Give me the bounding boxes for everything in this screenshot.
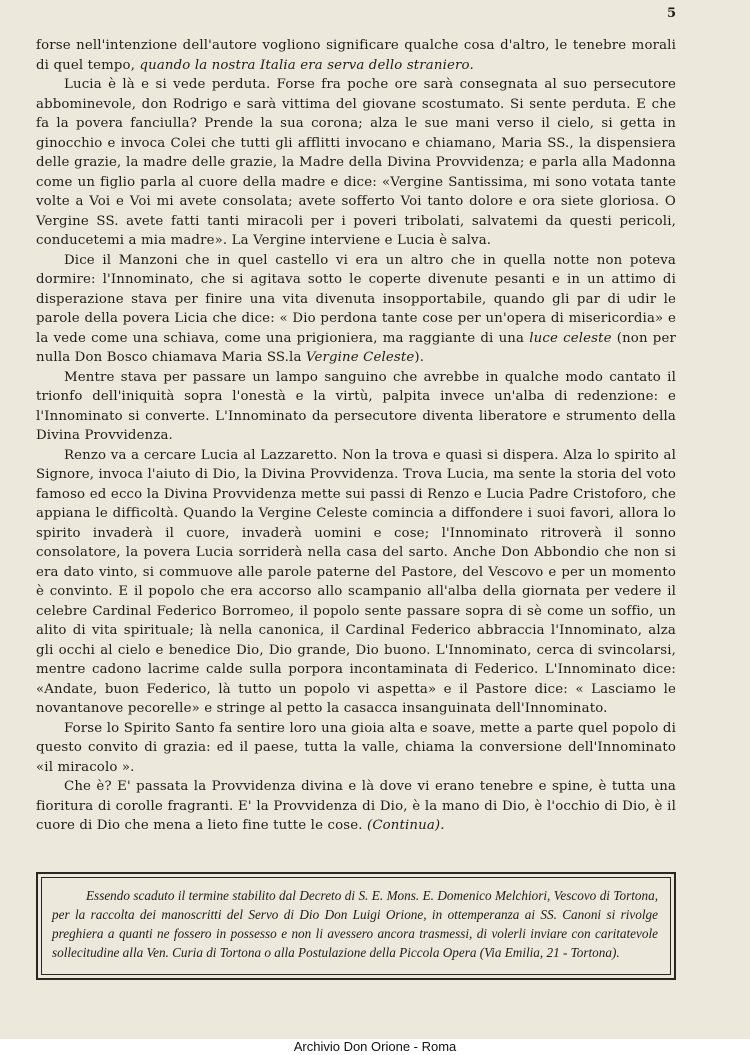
paragraph <box>36 75 676 251</box>
text-run: Mentre stava per passare un lampo sanguino che avrebbe in qualche modo cantato il trionfo dell'iniquità sopra l'onestà e la virtù, palpita invece un'alba di redenzione: e l'Innominato si converte. L'Innominato da persecutore diventa liberatore e strumento della Divina Provvidenza. <box>36 369 676 443</box>
page-number: 5 <box>666 6 676 21</box>
text-run: Dice il Manzoni che in quel castello vi era un altro che in quella notte non poteva dormire: l'Innominato, che si agitava sotto le coperte divenute pesanti e in un attimo di disperazione stava per finire una vita divenuta insopportabile, quando gli par di udir le parole della povera Licia che dice: « Dio perdona tante cose per un'opera di misericordia» e la vede come una schiava, come una prigioniera, ma raggiante di una <box>36 252 676 346</box>
text-run: Forse lo Spirito Santo fa sentire loro una gioia alta e soave, mette a parte quel popolo di questo convito di grazia: ed il paese, tutta la valle, chiama la conversione dell'Innominato «il miracolo ». <box>36 720 676 775</box>
text-run: Che è? E' passata la Provvidenza divina e là dove vi erano tenebre e spine, è tutta una fioritura di corolle fragranti. E' la Provvidenza di Dio, è la mano di Dio, è l'occhio di Dio, è il cuore di Dio che mena a lieto fine tutte le cose. <box>36 779 676 833</box>
paragraph <box>36 251 676 368</box>
text-run: ). <box>414 350 425 365</box>
article-body <box>36 36 676 836</box>
italic-run: luce celeste <box>529 330 612 346</box>
text-run: forse nell'intenzione dell'autore vogliono significare qualche cosa d'altro, le tenebre morali di quel tempo, <box>36 38 676 73</box>
archive-footer: Archivio Don Orione - Roma <box>0 1039 750 1055</box>
italic-run: Vergine Celeste <box>305 350 415 365</box>
paragraph <box>36 368 676 446</box>
text-run: Renzo va a cercare Lucia al Lazzaretto. Non la trova e quasi si dispera. Alza lo spirito al Signore, invoca l'aiuto di Dio, la Divina Provvidenza. Trova Lucia, ma sente la storia del voto famoso ed ecco la Divina Provvidenza mette sui passi di Renzo e Lucia Padre Cristoforo, che appiana le difficoltà. Quando la Vergine Celeste comincia a diffondere i suoi favori, allora lo spirito invaderà il cuore, invaderà uomini e cose; l'Innominato ritroverà il sonno consolatore, la povera Lucia sorriderà nella casa del sarto. Anche Don Abbondio che non si era dato vinto, si commuove alle parole paterne del Pastore, del Vescovo e per un momento è convinto. E il popolo che era accorso allo scampanio all'alba della giornata per vedere il celebre Cardinal Federico Borromeo, il popolo sente passare sopra di sè come un soffio, un alito di vita spirituale; là nella canonica, il Cardinal Federico abbraccia l'Innominato, alza gli occhi al cielo e benedice Dio, Dio grande, Dio buono. L'Innominato, cerca di svincolarsi, mentre cadono lacrime calde sulla porpora incontaminata di Federico. L'Innominato dice: «Andate, buon Federico, là tutto un popolo vi aspetta» e il Pastore dice: « Lasciamo le novantanove pecorelle» e stringe al petto la casacca insanguinata dell'Innominato. <box>36 447 676 716</box>
italic-run: quando la nostra Italia era serva dello straniero. <box>139 57 474 73</box>
notice-box <box>36 872 676 980</box>
notice-text: Essendo scaduto il termine stabilito dal Decreto di S. E. Mons. E. Domenico Melchiori, Vescovo di Tortona, per la raccolta dei manoscritti del Servo di Dio Don Luigi Orione, in ottemperanza ai SS. Canoni si rivolge preghiera a quanti ne fossero in possesso e non li avessero ancora trasmessi, di volerli inviare con caritatevole sollecitudine alla Ven. Curia di Tortona o alla Postulazione della Piccola Opera (Via Emilia, 21 - Tortona). <box>52 888 658 960</box>
paragraph <box>36 777 676 836</box>
italic-run: (Continua). <box>366 818 445 833</box>
paragraph <box>36 446 676 719</box>
paragraph <box>36 719 676 778</box>
text-run: Lucia è là e si vede perduta. Forse fra poche ore sarà consegnata al suo persecutore abbominevole, don Rodrigo e sarà vittima del giovane scostumato. Si sente perduta. E che fa la povera fanciulla? Prende la sua corona; alza le sue mani verso il cielo, si getta in ginocchio e invoca Colei che tutti gli afflitti invocano e chiamano, Maria SS., la dispensiera delle grazie, la madre delle grazie, la Madre della Divina Provvidenza; e parla alla Madonna come un figlio parla al cuore della madre e dice: «Vergine Santissima, mi sono votata tante volte a Voi e Voi mi avete consolata; avete sofferto Voi tanto dolore e ora siete gloriosa. O Vergine SS. avete fatti tanti miracoli per i poveri tribolati, salvatemi da questi pericoli, conducetemi a mia madre». La Vergine interviene e Lucia è salva. <box>36 77 676 248</box>
text-run: (non per nulla Don Bosco chiamava Maria SS.la <box>36 330 676 365</box>
paragraph <box>36 36 676 75</box>
